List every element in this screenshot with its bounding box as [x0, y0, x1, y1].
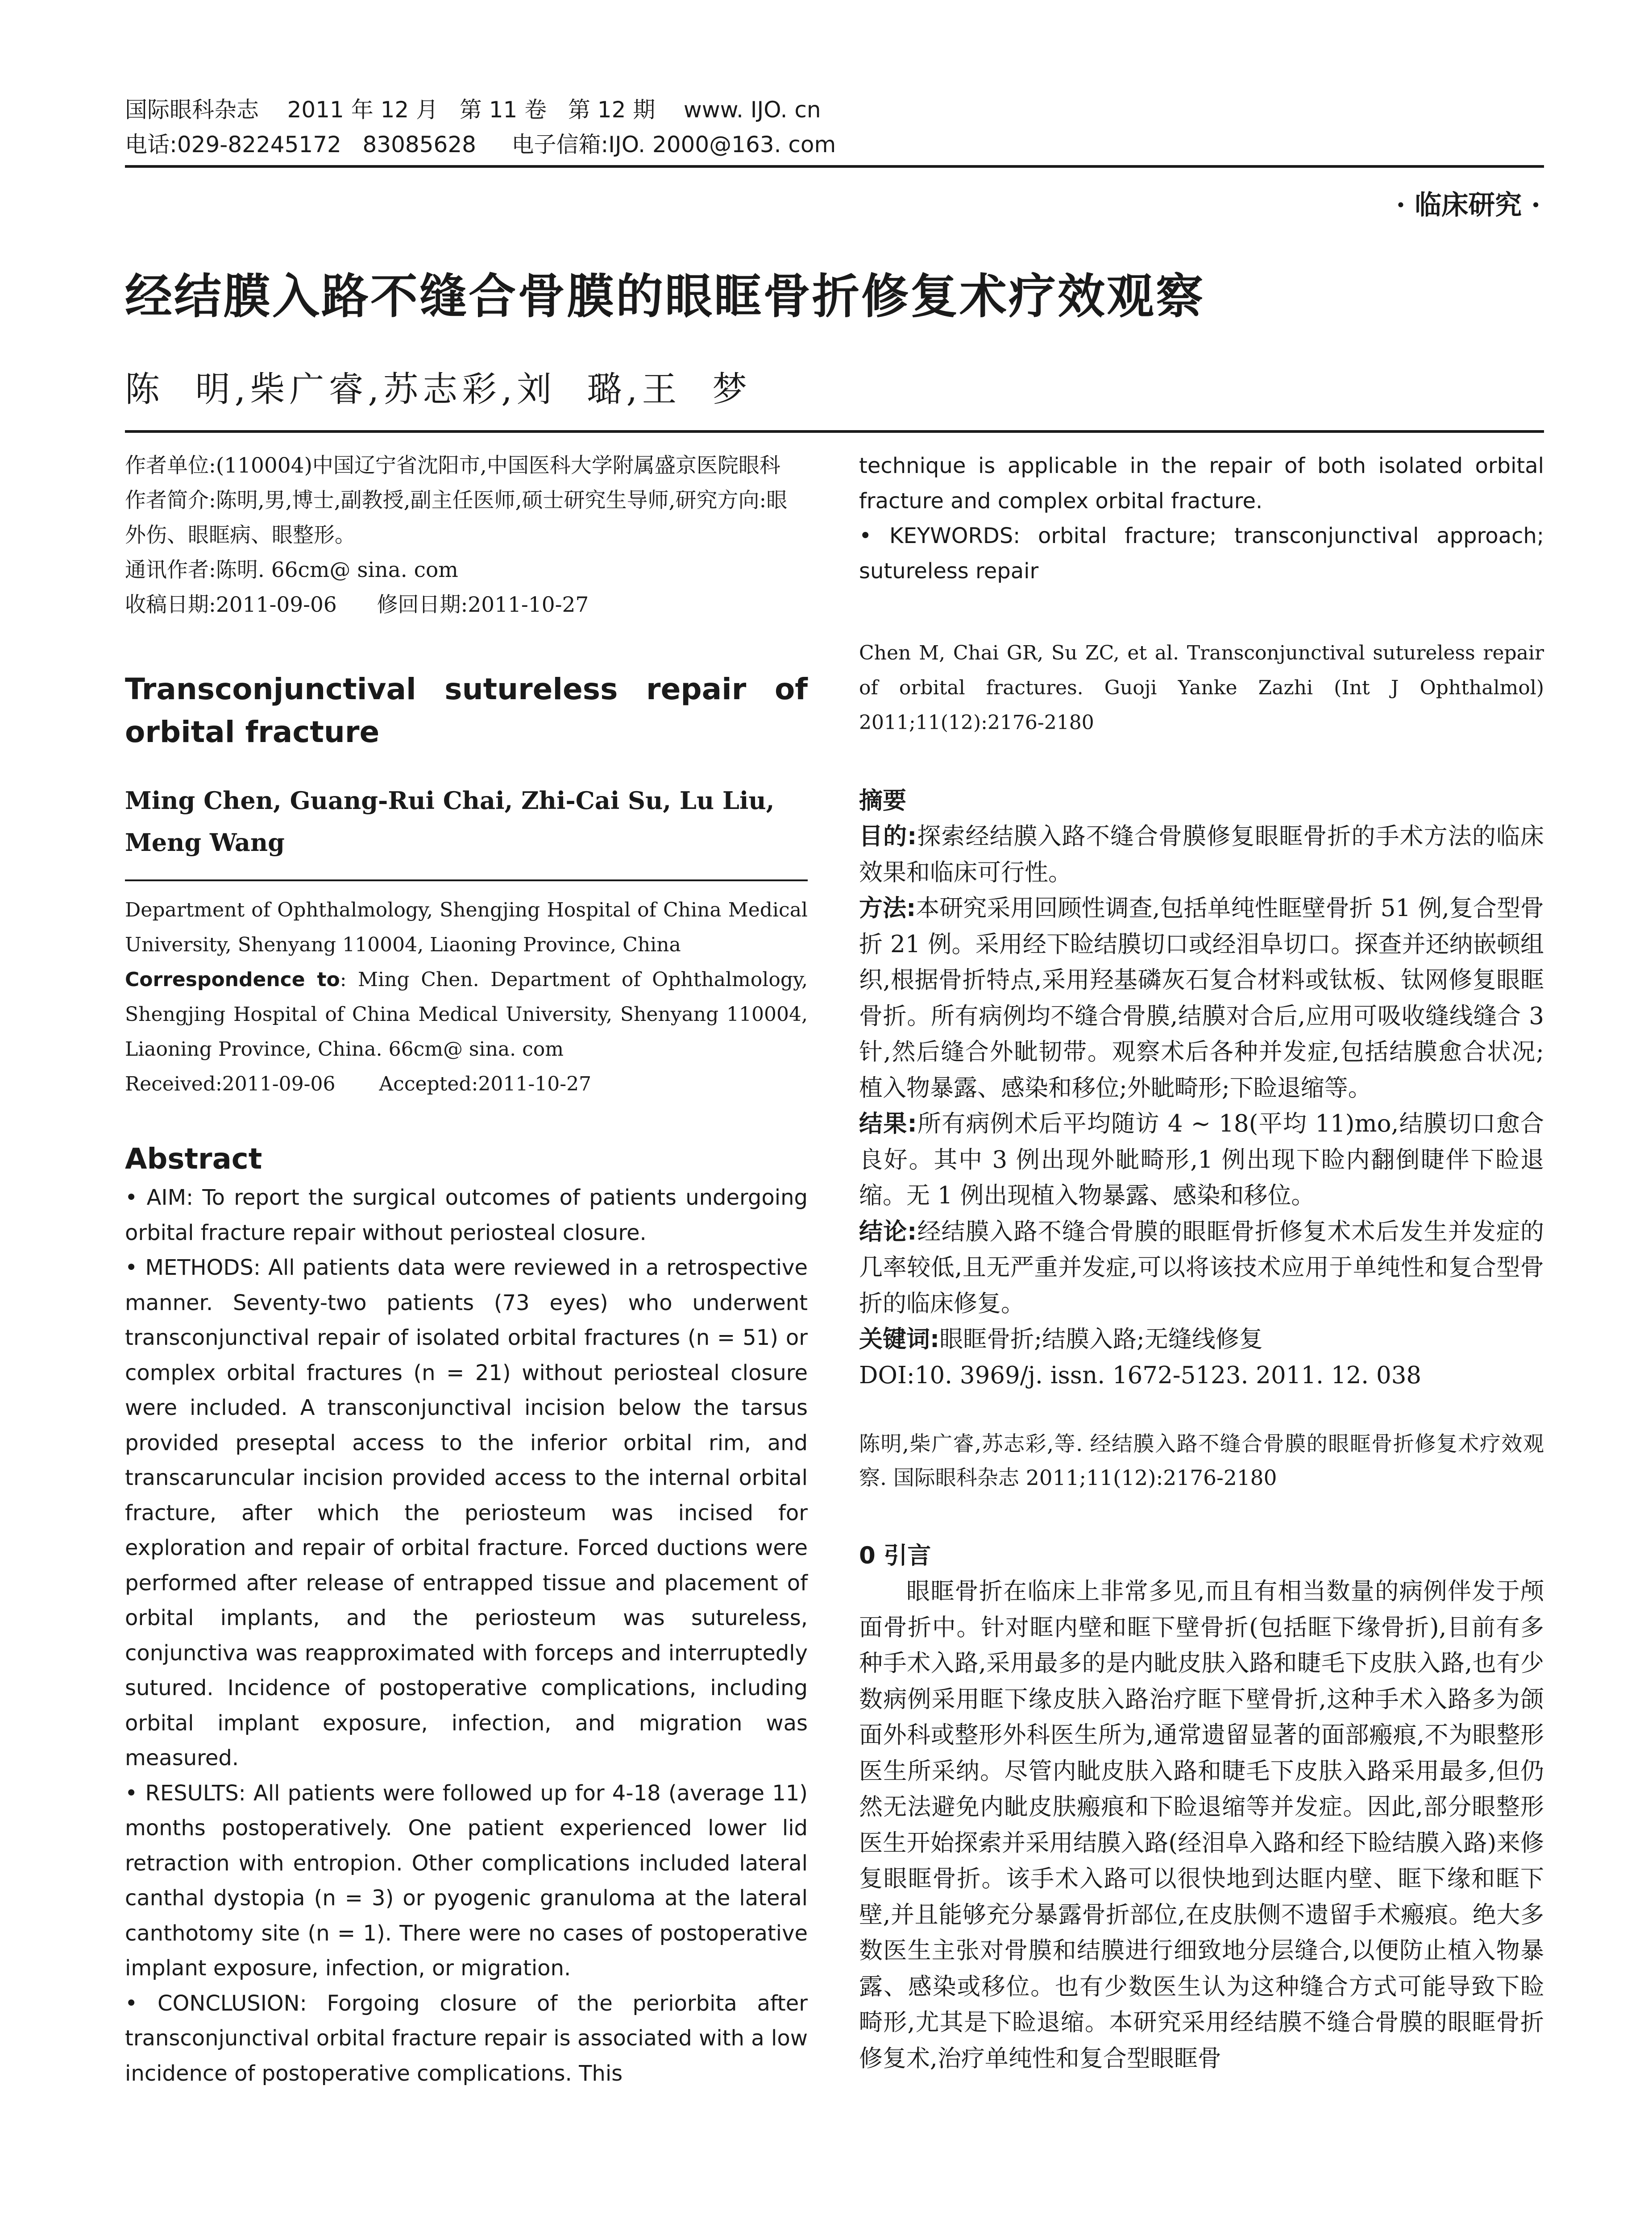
intro-paragraph: 眼眶骨折在临床上非常多见,而且有相当数量的病例伴发于颅面骨折中。针对眶内壁和眶下壁骨折(包括眶下缘骨折),目前有多种手术入路,采用最多的是内眦皮肤入路和睫毛下皮肤入路,也有少数病例采用眶下缘皮肤入路治疗眶下壁骨折,这种手术入路多为颌面外科或整形外科医生所为,通常遗留显著的面部瘢痕,不为眼整形医生所采纳。尽管内眦皮肤入路和睫毛下皮肤入路采用最多,但仍然无法避免内眦皮肤瘢痕和下睑退缩等并发症。因此,部分眼整形医生开始探索并采用结膜入路(经泪阜入路和经下睑结膜入路)来修复眼眶骨折。该手术入路可以很快地到达眶内壁、眶下缘和眶下壁,并且能够充分暴露骨折部位,在皮肤侧不遗留手术瘢痕。绝大多数医生主张对骨膜和结膜进行细致地分层缝合,以便防止植入物暴露、感染或移位。也有少数医生认为这种缝合方式可能导致下睑畸形,尤其是下睑退缩。本研究采用经结膜不缝合骨膜的眼眶骨折修复术,治疗单纯性和复合型眼眶骨: [859, 1578, 1544, 2072]
right-column: [859, 448, 1544, 2077]
left-column: [125, 448, 808, 2091]
methods-label-cn: 方法:: [859, 895, 916, 922]
intro-heading: 0 引言: [859, 1542, 931, 1569]
doi: DOI:10. 3969/j. issn. 1672-5123. 2011. 12. 038: [859, 1361, 1422, 1389]
citation-cn: 陈明,柴广睿,苏志彩,等. 经结膜入路不缝合骨膜的眼眶骨折修复术疗效观察. 国际眼科杂志 2011;11(12):2176-2180: [859, 1432, 1544, 1490]
abstract-results-en: • RESULTS: All patients were followed up for 4-18 (average 11) months postoperatively. One patient experienced lower lid retraction with entropion. Other complications included lateral canthal dystopia (n = 3) or pyogenic granuloma at the lateral canthotomy site (n = 1). There were no cases of postoperative implant exposure, infection, or migration.: [125, 1780, 808, 1981]
correspondence-en: [125, 962, 808, 1067]
section-tag: · 临床研究 ·: [1396, 190, 1540, 221]
affiliation-rule: [125, 879, 808, 881]
abstract-conclusion-en-end: technique is applicable in the repair of both isolated orbital fracture and complex orbital fracture.: [859, 453, 1544, 514]
abstract-results-cn: [859, 1106, 1544, 1214]
abstract-methods-cn: [859, 891, 1544, 1106]
citation-en: Chen M, Chai GR, Su ZC, et al. Transconjunctival sutureless repair of orbital fractures. Guoji Yanke Zazhi (Int J Ophthalmol) 2011;11(12):2176-2180: [859, 642, 1544, 734]
article-title-en: Transconjunctival sutureless repair of orbital fracture: [125, 672, 808, 749]
conclusion-text-cn: 经结膜入路不缝合骨膜的眼眶骨折修复术术后发生并发症的几率较低,且无严重并发症,可以将该技术应用于单纯性和复合型骨折的临床修复。: [859, 1218, 1544, 1317]
abstract-en-continued: [859, 448, 1544, 589]
keywords-label-cn: 关键词:: [859, 1326, 940, 1353]
abstract-heading-en: Abstract: [125, 1143, 262, 1176]
conclusion-label-cn: 结论:: [859, 1218, 917, 1245]
received-dates-cn: 收稿日期:2011-09-06 修回日期:2011-10-27: [125, 593, 589, 617]
abstract-cn: [859, 819, 1544, 1393]
journal-header-line2: 电话:029-82245172 83085628 电子信箱:IJO. 2000@163. com: [125, 132, 836, 158]
abstract-aim-cn: [859, 819, 1544, 891]
authors-cn: 陈 明,柴广睿,苏志彩,刘 璐,王 梦: [125, 369, 751, 410]
aim-label-cn: 目的:: [859, 823, 917, 850]
corresponding-author-cn: 通讯作者:陈明. 66cm@ sina. com: [125, 558, 458, 582]
abstract-heading-cn: 摘要: [859, 787, 906, 814]
abstract-aim-en: • AIM: To report the surgical outcomes of patients undergoing orbital fracture repair without periosteal closure.: [125, 1185, 808, 1245]
title-rule: [125, 430, 1544, 433]
results-text-cn: 所有病例术后平均随访 4 ~ 18(平均 11)mo,结膜切口愈合良好。其中 3 例出现外眦畸形,1 例出现下睑内翻倒睫伴下睑退缩。无 1 例出现植入物暴露、感染和移位。: [859, 1110, 1544, 1209]
affiliation-en: [125, 893, 808, 1102]
methods-text-cn: 本研究采用回顾性调查,包括单纯性眶壁骨折 51 例,复合型骨折 21 例。采用经下睑结膜切口或经泪阜切口。探查并还纳嵌顿组织,根据骨折特点,采用羟基磷灰石复合材料或钛板、钛网修复眼眶骨折。所有病例均不缝合骨膜,结膜对合后,应用可吸收缝线缝合 3 针,然后缝合外眦韧带。观察术后各种并发症,包括结膜愈合状况;植入物暴露、感染和移位;外眦畸形;下睑退缩等。: [859, 895, 1544, 1102]
received-dates-en: Received:2011-09-06 Accepted:2011-10-27: [125, 1073, 592, 1095]
article-title-cn: 经结膜入路不缝合骨膜的眼眶骨折修复术疗效观察: [125, 269, 1205, 324]
abstract-conclusion-en: • CONCLUSION: Forgoing closure of the periorbita after transconjunctival orbital fracture repair is associated with a low incidence of postoperative complications. This: [125, 1990, 808, 2086]
abstract-conclusion-cn: [859, 1214, 1544, 1322]
header-rule: [125, 165, 1544, 168]
journal-header-line1: 国际眼科杂志 2011 年 12 月 第 11 卷 第 12 期 www. IJO. cn: [125, 97, 821, 123]
correspondence-text: : Ming Chen. Department of Ophthalmology, Shengjing Hospital of China Medical University, Shenyang 110004, Liaoning Province, China. 66cm@ sina. com: [125, 968, 808, 1061]
author-affiliation-cn: 作者单位:(110004)中国辽宁省沈阳市,中国医科大学附属盛京医院眼科: [125, 453, 780, 478]
department-en: Department of Ophthalmology, Shengjing Hospital of China Medical University, Shenyang 110004, Liaoning Province, China: [125, 899, 808, 956]
results-label-cn: 结果:: [859, 1110, 917, 1137]
authors-en: Ming Chen, Guang-Rui Chai, Zhi-Cai Su, Lu Liu, Meng Wang: [125, 786, 775, 857]
abstract-keywords-cn: [859, 1322, 1544, 1358]
intro-body: [859, 1574, 1544, 2077]
keywords-text-cn: 眼眶骨折;结膜入路;无缝线修复: [939, 1326, 1263, 1353]
abstract-methods-en: • METHODS: All patients data were reviewed in a retrospective manner. Seventy-two patients (73 eyes) who underwent transconjunctival repair of isolated orbital fractures (n = 51) or complex orbital fractures (n = 21) without periosteal closure were included. A transconjunctival incision below the tarsus provided preseptal access to the inferior orbital rim, and transcaruncular incision provided access to the internal orbital fracture, after which the periosteum was incised for exploration and repair of orbital fracture. Forced ductions were performed after release of entrapped tissue and placement of orbital implants, and the periosteum was sutureless, conjunctiva was reapproximated with forceps and interruptedly sutured. Incidence of postoperative complications, including orbital implant exposure, infection, and migration was measured.: [125, 1255, 808, 1771]
aim-text-cn: 探索经结膜入路不缝合骨膜修复眼眶骨折的手术方法的临床效果和临床可行性。: [859, 823, 1544, 886]
author-info: [125, 448, 808, 622]
correspondence-label: Correspondence to: [125, 968, 340, 991]
abstract-en: [125, 1180, 808, 2091]
author-bio-cn: 作者简介:陈明,男,博士,副教授,副主任医师,硕士研究生导师,研究方向:眼外伤、眼眶病、眼整形。: [125, 488, 788, 547]
abstract-keywords-en: • KEYWORDS: orbital fracture; transconjunctival approach; sutureless repair: [859, 523, 1544, 584]
